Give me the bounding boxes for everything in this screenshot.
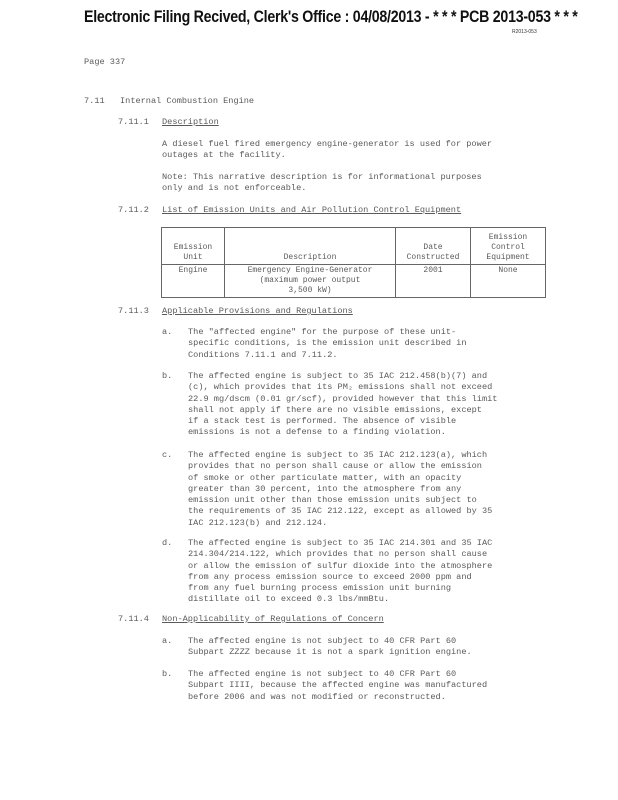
item-letter: d. bbox=[162, 538, 173, 548]
text-line: outages at the facility. bbox=[162, 150, 286, 161]
header-date bbox=[396, 228, 471, 265]
text-line: The "affected engine" for the purpose of these unit- bbox=[188, 327, 457, 337]
header-description bbox=[225, 228, 396, 265]
subsection-2-title: List of Emission Units and Air Pollution Control Equipment bbox=[162, 205, 462, 215]
page-label: Page 337 bbox=[84, 57, 126, 67]
item-letter: c. bbox=[162, 450, 173, 460]
provision-d bbox=[188, 538, 492, 606]
filing-stamp: Electronic Filing Recived, Clerk's Office : 04/08/2013 - * * * PCB 2013-053 * * * bbox=[84, 8, 578, 26]
header-text: Emission bbox=[173, 243, 213, 252]
text-line: greater than 30 percent, into the atmosphere from any bbox=[188, 483, 462, 494]
text-line: Subpart ZZZZ because it is not a spark ignition engine. bbox=[188, 647, 472, 658]
cell-text: 3,500 kW) bbox=[288, 286, 332, 295]
text-line: shall not apply if there are no visible emissions, except bbox=[188, 404, 482, 415]
item-letter: a. bbox=[162, 636, 173, 646]
text-line: (c), which provides that its PM₂ emissions shall not exceed bbox=[188, 382, 493, 393]
table-header-row bbox=[162, 228, 546, 265]
text-line: only and is not enforceable. bbox=[162, 183, 307, 194]
provision-b bbox=[188, 371, 497, 439]
filing-stamp-sub: R2013-053 bbox=[512, 29, 537, 35]
header-text: Constructed bbox=[406, 253, 460, 262]
text-line: The affected engine is subject to 35 IAC 214.301 and 35 IAC bbox=[188, 538, 493, 548]
cell-text: Emergency Engine-Generator bbox=[247, 266, 373, 275]
cell-date: 2001 bbox=[396, 265, 471, 298]
text-line: specific conditions, is the emission unit described in bbox=[188, 338, 467, 349]
description-paragraph bbox=[162, 139, 492, 162]
subsection-4-number: 7.11.4 bbox=[118, 614, 149, 624]
emission-units-table bbox=[161, 227, 546, 298]
non-applicability-a bbox=[188, 636, 472, 659]
text-line: from any fuel burning process emission unit burning bbox=[188, 583, 452, 594]
header-text: Control bbox=[491, 243, 525, 252]
text-line: IAC 212.123(b) and 212.124. bbox=[188, 517, 328, 528]
text-line: or allow the emission of sulfur dioxide into the atmosphere bbox=[188, 560, 493, 571]
text-line: The affected engine is not subject to 40 CFR Part 60 bbox=[188, 636, 457, 646]
header-text: Date bbox=[423, 243, 443, 252]
item-letter: b. bbox=[162, 669, 173, 679]
note-paragraph bbox=[162, 172, 482, 195]
cell-unit: Engine bbox=[162, 265, 225, 298]
section-number: 7.11 bbox=[84, 96, 105, 106]
text-line: the requirements of 35 IAC 212.122, except as allowed by 35 bbox=[188, 506, 493, 517]
text-line: The affected engine is not subject to 40 CFR Part 60 bbox=[188, 669, 457, 679]
subsection-1-title: Description bbox=[162, 117, 219, 127]
provision-c bbox=[188, 450, 492, 529]
subsection-1-number: 7.11.1 bbox=[118, 117, 149, 127]
cell-description bbox=[225, 265, 396, 298]
header-text: Description bbox=[283, 253, 337, 262]
subsection-3-title: Applicable Provisions and Regulations bbox=[162, 306, 353, 316]
item-letter: b. bbox=[162, 371, 173, 381]
text-line: distillate oil to exceed 0.3 lbs/mmBtu. bbox=[188, 594, 390, 605]
text-line: The affected engine is subject to 35 IAC 212.123(a), which bbox=[188, 450, 488, 460]
text-line: if a stack test is performed. The absence of visible bbox=[188, 416, 457, 427]
text-line: The affected engine is subject to 35 IAC 212.458(b)(7) and bbox=[188, 371, 488, 381]
text-line: 214.304/214.122, which provides that no person shall cause bbox=[188, 549, 488, 560]
subsection-2-number: 7.11.2 bbox=[118, 205, 149, 215]
text-line: before 2006 and was not modified or reconstructed. bbox=[188, 691, 446, 702]
text-line: Conditions 7.11.1 and 7.11.2. bbox=[188, 349, 338, 360]
section-title: Internal Combustion Engine bbox=[120, 96, 255, 106]
text-line: of smoke or other particulate matter, with an opacity bbox=[188, 472, 462, 483]
text-line: 22.9 mg/dscm (0.01 gr/scf), provided however that this limit bbox=[188, 393, 498, 404]
header-text: Equipment bbox=[486, 253, 530, 262]
table-row bbox=[162, 265, 546, 298]
cell-control: None bbox=[471, 265, 546, 298]
subsection-3-number: 7.11.3 bbox=[118, 306, 149, 316]
subsection-4-title: Non-Applicability of Regulations of Concern bbox=[162, 614, 384, 624]
text-line: emissions is not a defense to a finding violation. bbox=[188, 427, 446, 438]
text-line: emission unit other than those emission units subject to bbox=[188, 495, 477, 506]
text-line: provides that no person shall cause or allow the emission bbox=[188, 461, 482, 472]
non-applicability-b bbox=[188, 669, 487, 703]
cell-text: (maximum power output bbox=[259, 276, 361, 285]
text-line: from any process emission source to exceed 2000 ppm and bbox=[188, 571, 472, 582]
text-line: Note: This narrative description is for informational purposes bbox=[162, 172, 482, 182]
header-text: Emission bbox=[488, 233, 528, 242]
item-letter: a. bbox=[162, 327, 173, 337]
header-unit bbox=[162, 228, 225, 265]
text-line: Subpart IIII, because the affected engine was manufactured bbox=[188, 680, 488, 691]
text-line: A diesel fuel fired emergency engine-generator is used for power bbox=[162, 139, 493, 149]
header-text: Unit bbox=[183, 253, 203, 262]
header-control bbox=[471, 228, 546, 265]
provision-a bbox=[188, 327, 466, 361]
